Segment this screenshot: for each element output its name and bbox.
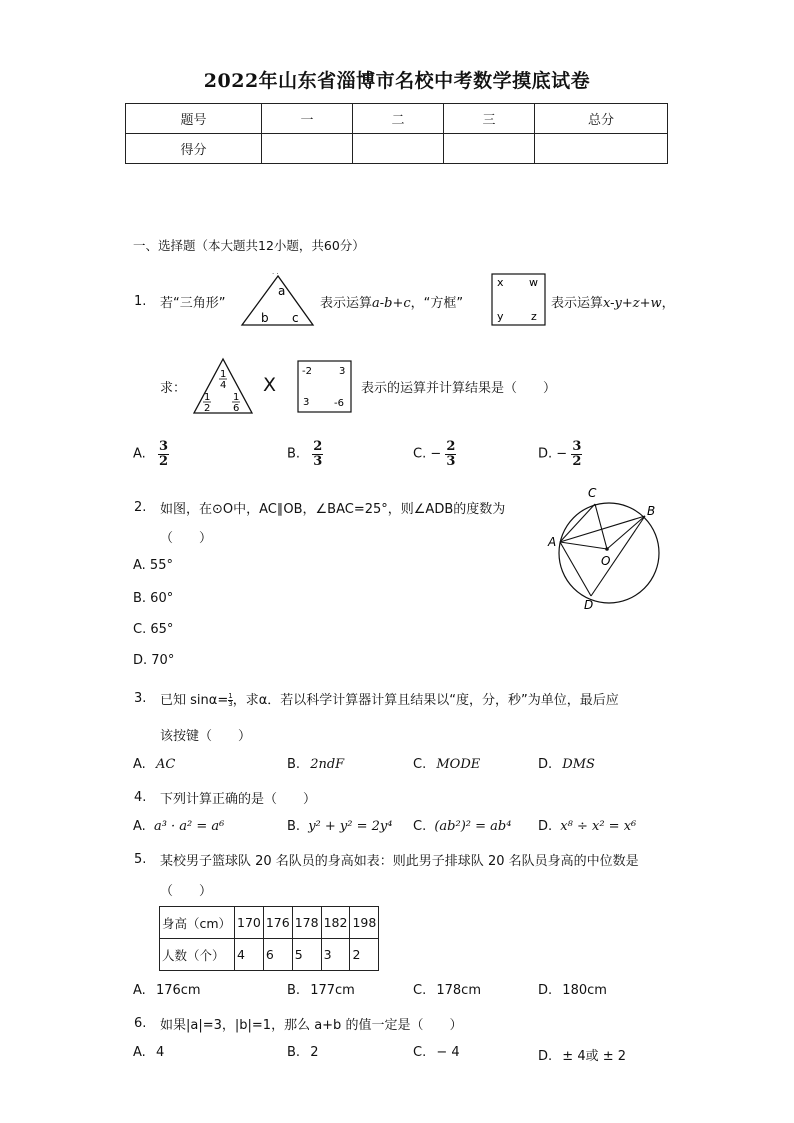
q4-option-d[interactable] bbox=[538, 819, 636, 834]
option-label: A. bbox=[133, 446, 146, 462]
score-header-cell: 三 bbox=[444, 104, 535, 134]
option-value: (ab²)² = ab⁴ bbox=[434, 819, 512, 834]
option-frac-den: 3 bbox=[446, 453, 456, 469]
option-label: D. bbox=[538, 819, 553, 834]
tri-br-den: 6 bbox=[233, 403, 240, 414]
q1-text-part4 bbox=[551, 292, 675, 311]
option-label: A. bbox=[133, 983, 146, 998]
score-input-cell[interactable] bbox=[444, 134, 535, 164]
option-frac-num: 3 bbox=[572, 439, 582, 454]
tri-var-a: a bbox=[278, 284, 286, 298]
option-value: x⁸ ÷ x² = x⁶ bbox=[560, 819, 637, 834]
q2-option-d[interactable]: D. 70° bbox=[133, 653, 175, 668]
option-label: B. bbox=[287, 1045, 301, 1060]
option-label: C. bbox=[413, 1045, 427, 1060]
option-frac-den: 2 bbox=[572, 453, 582, 469]
option-label: D. bbox=[538, 446, 553, 462]
q4-option-b[interactable] bbox=[287, 819, 392, 834]
q5-line1: 某校男子篮球队 20 名队员的身高如表：则此男子排球队 20 名队员身高的中位数是 bbox=[160, 854, 639, 869]
option-label: D. bbox=[538, 983, 553, 998]
question-number: 1. bbox=[134, 294, 147, 309]
score-row-label: 得分 bbox=[126, 134, 262, 164]
option-value: DMS bbox=[562, 757, 595, 772]
option-value: y² + y² = 2y⁴ bbox=[308, 819, 393, 834]
q3-pre: 已知 sinα= bbox=[160, 693, 229, 708]
option-label: C. bbox=[413, 446, 427, 462]
box-val-tl: -2 bbox=[302, 366, 312, 377]
count-row-label: 人数（个） bbox=[160, 939, 235, 971]
box-val-tr: 3 bbox=[339, 366, 346, 377]
q1-times-symbol: X bbox=[263, 374, 277, 396]
q1-option-c[interactable] bbox=[413, 440, 456, 468]
option-label: B. bbox=[287, 446, 301, 462]
score-input-cell[interactable] bbox=[535, 134, 668, 164]
q1-option-a[interactable] bbox=[133, 440, 169, 468]
option-value: AC bbox=[155, 757, 176, 772]
option-frac-num: 2 bbox=[446, 439, 456, 454]
option-label: B. bbox=[287, 757, 301, 772]
svg-text:. .: . . bbox=[272, 268, 279, 276]
tri-top-den: 4 bbox=[220, 380, 227, 391]
height-cell: 170 bbox=[235, 907, 264, 939]
q1-option-b[interactable] bbox=[287, 440, 323, 468]
score-input-cell[interactable] bbox=[262, 134, 353, 164]
option-value: 176cm bbox=[155, 983, 201, 998]
question-number: 3. bbox=[134, 691, 147, 706]
option-label: A. bbox=[133, 757, 146, 772]
q1-text-part1: 若“三角形” bbox=[160, 296, 226, 311]
q2-circle-diagram bbox=[540, 482, 670, 612]
q3-frac-den: 3 bbox=[228, 700, 233, 708]
section-heading: 一、选择题（本大题共12小题，共60分） bbox=[133, 238, 365, 253]
option-label: C. bbox=[413, 757, 427, 772]
option-value: a³ · a² = a⁶ bbox=[153, 819, 225, 834]
q6-option-c[interactable] bbox=[413, 1045, 460, 1060]
option-label: D. bbox=[538, 1049, 553, 1064]
q1-ask-end: 表示的运算并计算结果是（ ） bbox=[361, 381, 557, 396]
q2-option-c[interactable]: C. 65° bbox=[133, 622, 174, 637]
q1-box-values-diagram bbox=[297, 360, 353, 414]
q6-text: 如果|a|=3，|b|=1，那么 a+b 的值一定是（ ） bbox=[160, 1018, 463, 1033]
box-var-y: y bbox=[497, 310, 504, 323]
q2-option-b[interactable]: B. 60° bbox=[133, 591, 174, 606]
count-cell: 2 bbox=[350, 939, 379, 971]
question-number: 2. bbox=[134, 500, 147, 515]
option-label: D. bbox=[538, 757, 553, 772]
page-title: 2022年山东省淄博市名校中考数学摸底试卷 bbox=[203, 70, 591, 92]
question-number: 6. bbox=[134, 1016, 147, 1031]
q2-line2: （ ） bbox=[160, 531, 213, 546]
box-var-w: w bbox=[529, 276, 538, 289]
option-value: 177cm bbox=[310, 983, 355, 998]
height-cell: 178 bbox=[292, 907, 321, 939]
height-table bbox=[159, 906, 379, 971]
q5-line2: （ ） bbox=[160, 884, 213, 899]
option-value: 2 bbox=[310, 1045, 319, 1060]
box-var-x: x bbox=[497, 276, 504, 289]
option-value: 4 bbox=[155, 1045, 165, 1060]
option-value: MODE bbox=[436, 757, 481, 772]
option-sign: − bbox=[556, 446, 568, 462]
tri-bl-num: 1 bbox=[204, 392, 211, 403]
q1-p4: 表示运算 bbox=[551, 296, 604, 311]
q1-box-diagram bbox=[491, 273, 547, 327]
count-row bbox=[160, 939, 379, 971]
height-cell: 198 bbox=[350, 907, 379, 939]
q3-line1 bbox=[160, 689, 619, 708]
q1-p4-end: ， bbox=[661, 296, 675, 311]
q4-option-a[interactable] bbox=[133, 819, 224, 834]
count-cell: 4 bbox=[235, 939, 264, 971]
option-sign: − bbox=[430, 446, 442, 462]
height-cell: 176 bbox=[263, 907, 292, 939]
q1-triangle-diagram bbox=[236, 268, 318, 330]
option-value: 2ndF bbox=[310, 757, 345, 772]
q3-line2: 该按键（ ） bbox=[160, 729, 252, 744]
score-header-cell: 总分 bbox=[535, 104, 668, 134]
q3-option-b[interactable] bbox=[287, 757, 344, 772]
score-header-cell: 一 bbox=[262, 104, 353, 134]
score-table-score-row bbox=[126, 134, 668, 164]
tri-var-b: b bbox=[261, 311, 269, 325]
option-value: − 4 bbox=[436, 1045, 460, 1060]
q1-ask: 求： bbox=[160, 381, 187, 396]
q4-text: 下列计算正确的是（ ） bbox=[160, 792, 317, 807]
box-val-bl: 3 bbox=[303, 397, 310, 408]
score-header-cell: 二 bbox=[353, 104, 444, 134]
score-header-cell: 题号 bbox=[126, 104, 262, 134]
q6-option-b[interactable] bbox=[287, 1045, 318, 1060]
option-frac-den: 2 bbox=[158, 453, 168, 469]
tri-var-c: c bbox=[292, 311, 299, 325]
q4-option-c[interactable] bbox=[413, 819, 511, 834]
q5-option-a[interactable] bbox=[133, 983, 201, 998]
count-cell: 6 bbox=[263, 939, 292, 971]
q1-p3: ，“方框” bbox=[410, 296, 464, 311]
q5-option-d[interactable] bbox=[538, 983, 607, 998]
q1-text-part2 bbox=[320, 292, 463, 311]
q1-triangle-values-diagram bbox=[192, 356, 254, 416]
point-label-a: A bbox=[548, 535, 557, 549]
q2-option-a[interactable]: A. 55° bbox=[133, 558, 173, 573]
height-row-label: 身高（cm） bbox=[160, 907, 235, 939]
q5-option-c[interactable] bbox=[413, 983, 481, 998]
q3-option-a[interactable] bbox=[133, 757, 175, 772]
option-label: A. bbox=[133, 1045, 146, 1060]
q3-frac-num: 1 bbox=[228, 692, 233, 700]
option-value: ± 4或 ± 2 bbox=[562, 1049, 627, 1064]
q1-p4-expr: x-y+z+w bbox=[603, 296, 662, 311]
q6-option-a[interactable] bbox=[133, 1045, 164, 1060]
q1-option-d[interactable] bbox=[538, 440, 582, 468]
point-label-d: D bbox=[584, 598, 594, 612]
tri-top-num: 1 bbox=[220, 369, 227, 380]
score-table-header-row bbox=[126, 104, 668, 134]
option-label: C. bbox=[413, 819, 427, 834]
q3-option-c[interactable] bbox=[413, 757, 480, 772]
height-row bbox=[160, 907, 379, 939]
tri-br-num: 1 bbox=[233, 392, 240, 403]
option-frac-num: 3 bbox=[158, 439, 168, 454]
option-frac-den: 3 bbox=[313, 453, 323, 469]
point-label-o: O bbox=[601, 554, 611, 568]
question-number: 5. bbox=[134, 852, 147, 867]
question-number: 4. bbox=[134, 790, 147, 805]
q2-line1: 如图，在⊙O中，AC∥OB，∠BAC=25°，则∠ADB的度数为 bbox=[160, 502, 506, 517]
q3-post: ，求α．若以科学计算器计算且结果以“度，分，秒”为单位，最后应 bbox=[232, 693, 619, 708]
option-frac-num: 2 bbox=[313, 439, 323, 454]
option-label: B. bbox=[287, 983, 301, 998]
count-cell: 5 bbox=[292, 939, 321, 971]
q1-p2-expr: a-b+c bbox=[372, 296, 411, 311]
count-cell: 3 bbox=[321, 939, 350, 971]
score-table bbox=[125, 103, 668, 164]
option-value: 180cm bbox=[562, 983, 607, 998]
point-label-b: B bbox=[647, 504, 656, 518]
tri-bl-den: 2 bbox=[204, 403, 211, 414]
q5-option-b[interactable] bbox=[287, 983, 355, 998]
box-var-z: z bbox=[531, 310, 537, 323]
score-input-cell[interactable] bbox=[353, 134, 444, 164]
option-value: 178cm bbox=[436, 983, 481, 998]
point-label-c: C bbox=[588, 486, 597, 500]
q6-option-d[interactable] bbox=[538, 1045, 626, 1064]
q1-p2: 表示运算 bbox=[320, 296, 373, 311]
option-label: C. bbox=[413, 983, 427, 998]
q3-option-d[interactable] bbox=[538, 757, 595, 772]
option-label: B. bbox=[287, 819, 301, 834]
option-label: A. bbox=[133, 819, 146, 834]
box-val-br: -6 bbox=[334, 398, 344, 409]
height-cell: 182 bbox=[321, 907, 350, 939]
